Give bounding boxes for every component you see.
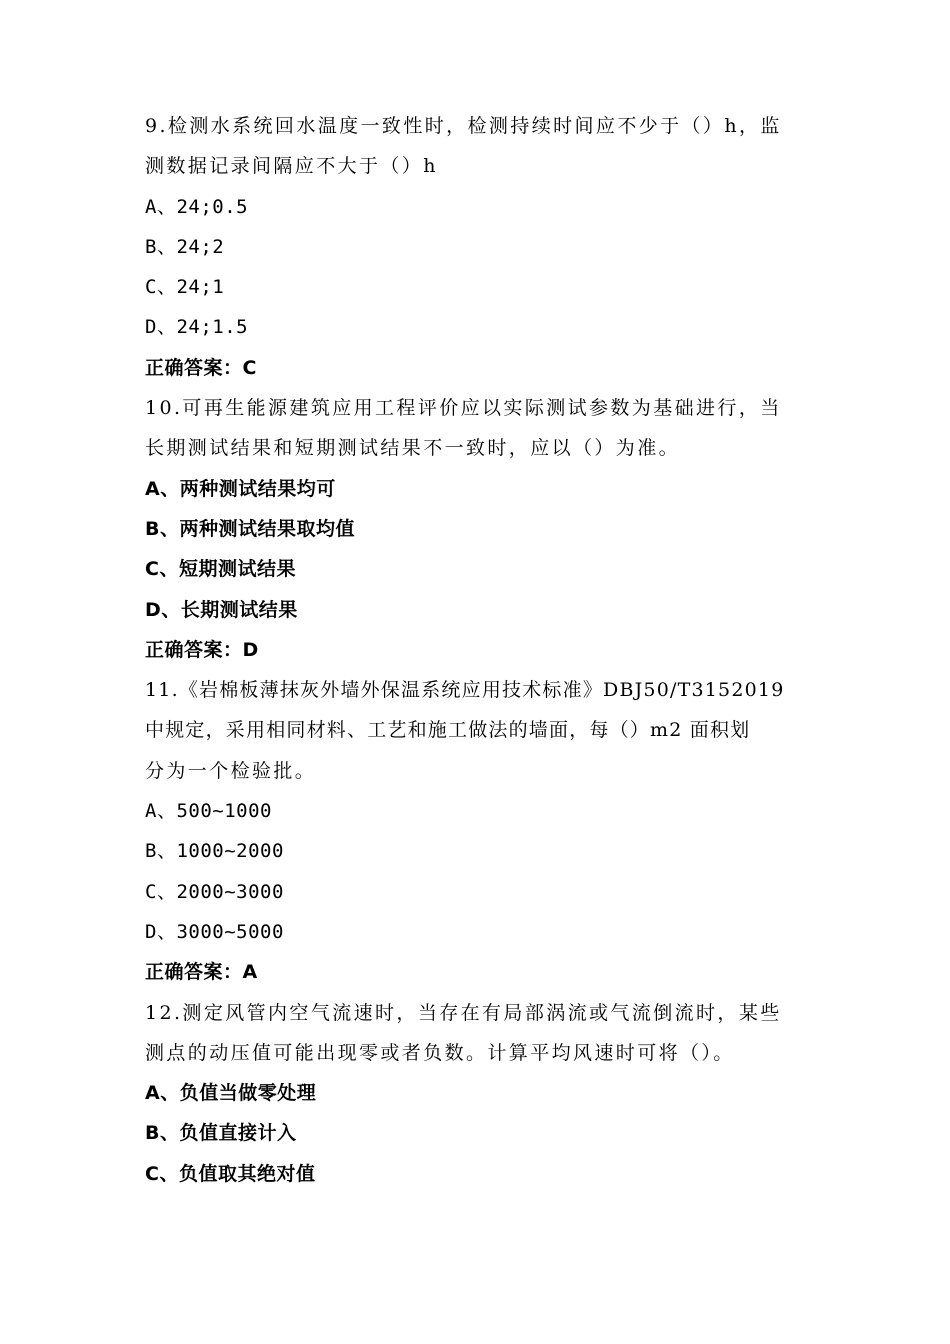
- question-12-stem-line-2: 测点的动压值可能出现零或者负数。计算平均风速时可将（）。: [145, 1041, 735, 1064]
- question-12-option-a: A、负值当做零处理: [145, 1082, 317, 1105]
- question-9-option-b: B、24;2: [145, 235, 225, 258]
- question-9-option-d: D、24;1.5: [145, 316, 249, 339]
- question-10-option-d: D、长期测试结果: [145, 598, 298, 621]
- question-9-option-c: C、24;1: [145, 276, 225, 299]
- question-11-answer: 正确答案：A: [145, 961, 258, 984]
- question-11-option-c: C、2000~3000: [145, 880, 284, 903]
- question-9-option-a: A、24;0.5: [145, 195, 249, 218]
- question-10: [145, 388, 810, 670]
- question-10-answer: 正确答案：D: [145, 638, 259, 661]
- question-10-stem-line-2: 长期测试结果和短期测试结果不一致时，应以（）为准。: [145, 437, 681, 460]
- question-9-stem-line-1: 9.检测水系统回水温度一致性时，检测持续时间应不少于（）h，监: [145, 115, 782, 137]
- question-11-option-a: A、500~1000: [145, 800, 272, 823]
- question-10-stem-line-1: 10.可再生能源建筑应用工程评价应以实际测试参数为基础进行，当: [145, 397, 782, 420]
- question-11-option-b: B、1000~2000: [145, 840, 284, 863]
- question-list: [145, 106, 810, 1194]
- question-11: [145, 670, 810, 992]
- question-12-option-b: B、负值直接计入: [145, 1122, 297, 1145]
- question-12: [145, 993, 810, 1194]
- question-12-option-c: C、负值取其绝对值: [145, 1162, 316, 1185]
- question-9-answer: 正确答案：C: [145, 356, 257, 379]
- question-11-option-d: D、3000~5000: [145, 920, 284, 943]
- question-9: [145, 106, 810, 388]
- question-10-option-a: A、两种测试结果均可: [145, 477, 336, 500]
- question-9-stem-line-2: 测数据记录间隔应不大于（）h: [145, 155, 438, 178]
- question-10-option-b: B、两种测试结果取均值: [145, 517, 355, 540]
- question-12-stem-line-1: 12.测定风管内空气流速时，当存在有局部涡流或气流倒流时，某些: [145, 1001, 782, 1024]
- question-11-stem-line-2: 中规定，采用相同材料、工艺和施工做法的墙面，每（）m2 面积划: [145, 719, 751, 742]
- question-11-stem-line-3: 分为一个检验批。: [145, 759, 317, 782]
- question-11-stem-line-1: 11.《岩棉板薄抹灰外墙外保温系统应用技术标准》DBJ50/T3152019: [145, 679, 785, 702]
- question-10-option-c: C、短期测试结果: [145, 558, 296, 581]
